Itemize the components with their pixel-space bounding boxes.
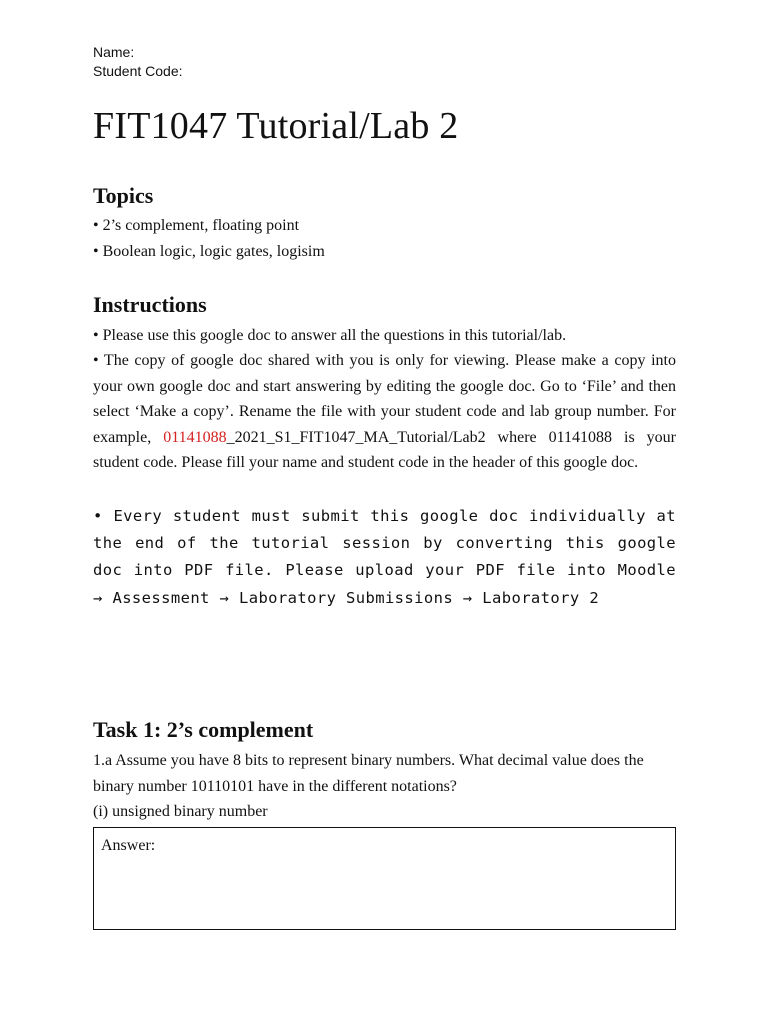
example-student-code: 01141088	[163, 428, 227, 446]
topic-item: • 2’s complement, floating point	[93, 217, 300, 234]
student-code-label: Student Code:	[93, 63, 183, 79]
topics-list	[93, 213, 325, 265]
document-header	[93, 43, 183, 81]
answer-box[interactable]	[93, 827, 676, 930]
answer-label: Answer:	[101, 837, 156, 854]
instruction-item-2	[93, 348, 676, 476]
document-title: FIT1047 Tutorial/Lab 2	[93, 105, 459, 147]
instruction-item-2-before: • The copy of google doc shared with you is only for viewing. Please make a copy into your own google doc and start answering by editing the google doc. Go to ‘File’ and then select ‘Make a copy’. Rename the file with your student code and lab group number. For example,	[93, 352, 676, 446]
instructions-heading: Instructions	[93, 292, 207, 317]
instruction-item-1: • Please use this google doc to answer all the questions in this tutorial/lab.	[93, 327, 567, 344]
instruction-item-3: • Every student must submit this google doc individually at the end of the tutorial session by converting this google doc into PDF file. Please upload your PDF file into Moodle → Assessment → Laboratory Submissions → Laboratory 2	[93, 507, 676, 607]
task1-heading: Task 1: 2’s complement	[93, 717, 314, 742]
task1-subquestion: (i) unsigned binary number	[93, 803, 268, 820]
instruction-item-2-after: _2021_S1_FIT1047_MA_Tutorial/Lab2 where 01141088 is your student code. Please fill your name and student code in the header of this google doc.	[93, 428, 676, 472]
task1-question: 1.a Assume you have 8 bits to represent binary numbers. What decimal value does the binary number 10110101 have in the different notations?	[93, 752, 644, 795]
name-label: Name:	[93, 44, 135, 60]
topic-item: • Boolean logic, logic gates, logisim	[93, 243, 325, 260]
topics-heading: Topics	[93, 183, 154, 208]
